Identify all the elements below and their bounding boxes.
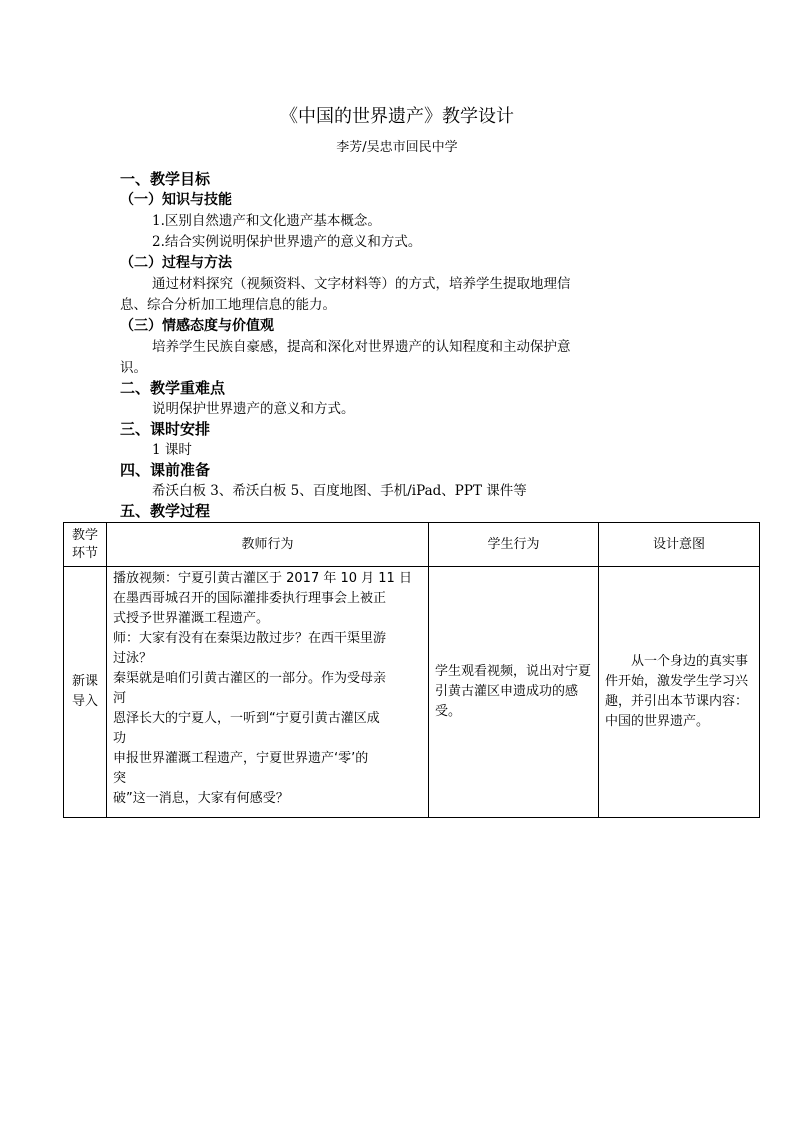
section-heading-objectives: 一、教学目标: [120, 170, 211, 188]
cell-design-intent: 从一个身边的真实事件开始，激发学生学习兴趣，并引出本节课内容：中国的世界遗产。: [599, 567, 760, 818]
teacher-line: 式授予世界灌溉工程遗产。: [113, 611, 270, 626]
process-text-line-1: 通过材料探究（视频资料、文字材料等）的方式，培养学生提取地理信: [152, 276, 571, 292]
cell-student-actions: 学生观看视频，说出对宁夏引黄古灌区申遗成功的感受。: [429, 567, 599, 818]
cell-stage: [64, 567, 107, 818]
teacher-line: 过泳？: [113, 651, 153, 666]
teacher-line: 秦渠就是咱们引黄古灌区的一部分。作为受母亲: [113, 671, 387, 686]
cell-teacher-actions: [107, 567, 429, 818]
table-row: [64, 567, 760, 818]
teacher-line: 突: [113, 771, 127, 786]
section-heading-schedule: 三、课时安排: [120, 420, 211, 438]
preparation-text: 希沃白板 3、希沃白板 5、百度地图、手机/iPad、PPT 课件等: [152, 483, 527, 499]
schedule-text: 1 课时: [152, 442, 192, 458]
header-stage-line-2: 环节: [71, 545, 98, 561]
header-intent: 设计意图: [599, 523, 760, 567]
section-heading-process: 五、教学过程: [120, 502, 211, 520]
teacher-line: 师：大家有没有在秦渠边散过步？在西干渠里游: [113, 631, 387, 646]
teacher-line: 功: [113, 731, 127, 746]
document-title: 《中国的世界遗产》教学设计: [280, 106, 514, 127]
subheading-knowledge-skills: （一）知识与技能: [120, 192, 232, 208]
key-points-text: 说明保护世界遗产的意义和方式。: [152, 401, 355, 417]
attitudes-text-line-2: 识。: [120, 360, 147, 376]
stage-line-2: 导入: [71, 694, 98, 709]
subheading-attitudes-values: （三）情感态度与价值观: [120, 318, 274, 334]
teaching-process-table: [63, 522, 760, 818]
teacher-line: 申报世界灌溉工程遗产，宁夏世界遗产‘零’的: [113, 751, 369, 766]
header-stage: [64, 523, 107, 567]
knowledge-item-1: 1.区别自然遗产和文化遗产基本概念。: [152, 213, 381, 229]
process-text-line-2: 息、综合分析加工地理信息的能力。: [120, 297, 336, 313]
table-header-row: [64, 523, 760, 567]
knowledge-item-2: 2.结合实例说明保护世界遗产的意义和方式。: [152, 234, 422, 250]
attitudes-text-line-1: 培养学生民族自豪感，提高和深化对世界遗产的认知程度和主动保护意: [152, 339, 571, 355]
teacher-line: 播放视频：宁夏引黄古灌区于 2017 年 10 月 11 日: [113, 571, 412, 586]
header-stage-line-1: 教学: [71, 527, 98, 543]
author-line: 李芳/吴忠市回民中学: [336, 140, 458, 155]
teacher-line: 在墨西哥城召开的国际灌排委执行理事会上被正: [113, 591, 387, 606]
header-student: 学生行为: [429, 523, 599, 567]
stage-line-1: 新课: [71, 674, 98, 689]
teacher-line: 破”这一消息，大家有何感受？: [113, 791, 289, 806]
section-heading-preparation: 四、课前准备: [120, 461, 211, 479]
section-heading-key-points: 二、教学重难点: [120, 379, 226, 397]
subheading-process-methods: （二）过程与方法: [120, 255, 232, 271]
header-teacher: 教师行为: [107, 523, 429, 567]
teacher-line: 河: [113, 691, 127, 706]
teacher-line: 恩泽长大的宁夏人，一听到“宁夏引黄古灌区成: [113, 711, 380, 726]
